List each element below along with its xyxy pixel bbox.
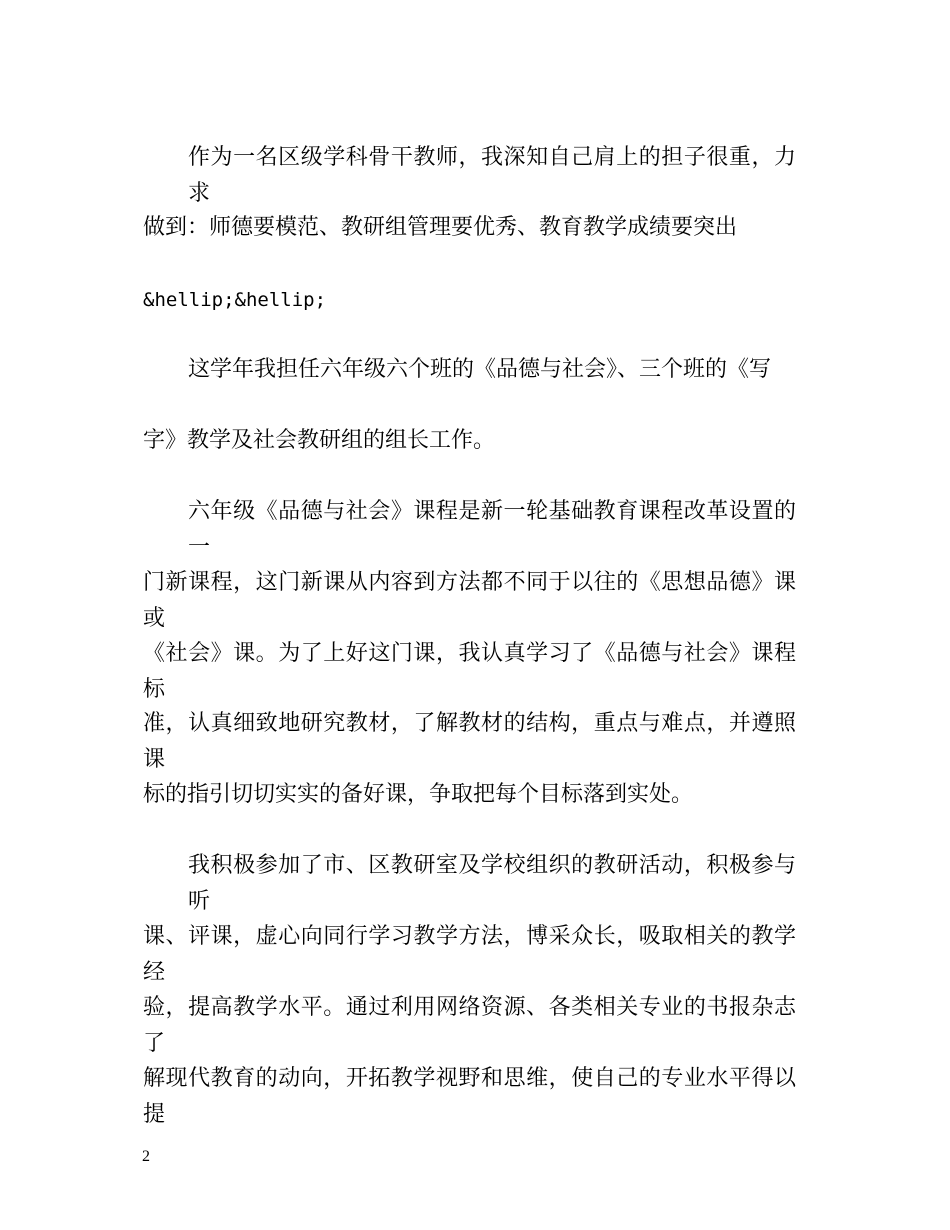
paragraph-4-line-4: 解现代教育的动向，开拓教学视野和思维，使自己的专业水平得以提 (143, 1066, 796, 1127)
paragraph-3-line-4: 准，认真细致地研究教材，了解教材的结构，重点与难点，并遵照课 (143, 711, 796, 772)
page-number: 2 (142, 1148, 150, 1165)
paragraph-1-line-2: 做到：师德要模范、教研组管理要优秀、教育教学成绩要突出 (143, 215, 738, 240)
paragraph-2-line-1: 这学年我担任六年级六个班的《品德与社会》、三个班的《写 (188, 357, 772, 382)
paragraph-4-line-1: 我积极参加了市、区教研室及学校组织的教研活动，积极参与听 (188, 853, 796, 914)
paragraph-3-line-1: 六年级《品德与社会》课程是新一轮基础教育课程改革设置的一 (188, 499, 796, 560)
paragraph-3-line-3: 《社会》课。为了上好这门课，我认真学习了《品德与社会》课程标 (143, 641, 796, 702)
paragraph-4-line-3: 验，提高教学水平。通过利用网络资源、各类相关专业的书报杂志了 (143, 995, 796, 1056)
paragraph-3-line-2: 门新课程，这门新课从内容到方法都不同于以往的《思想品德》课或 (143, 570, 796, 631)
paragraph-1-line-3: &hellip;&hellip; (143, 289, 327, 311)
paragraph-2-line-2: 字》教学及社会教研组的组长工作。 (143, 428, 496, 453)
paragraph-4-line-2: 课、评课，虚心向同行学习教学方法，博采众长，吸取相关的教学经 (143, 924, 796, 985)
paragraph-3-line-5: 标的指引切切实实的备好课，争取把每个目标落到实处。 (143, 782, 694, 807)
paragraph-1-line-1: 作为一名区级学科骨干教师，我深知自己肩上的担子很重，力求 (188, 145, 796, 206)
